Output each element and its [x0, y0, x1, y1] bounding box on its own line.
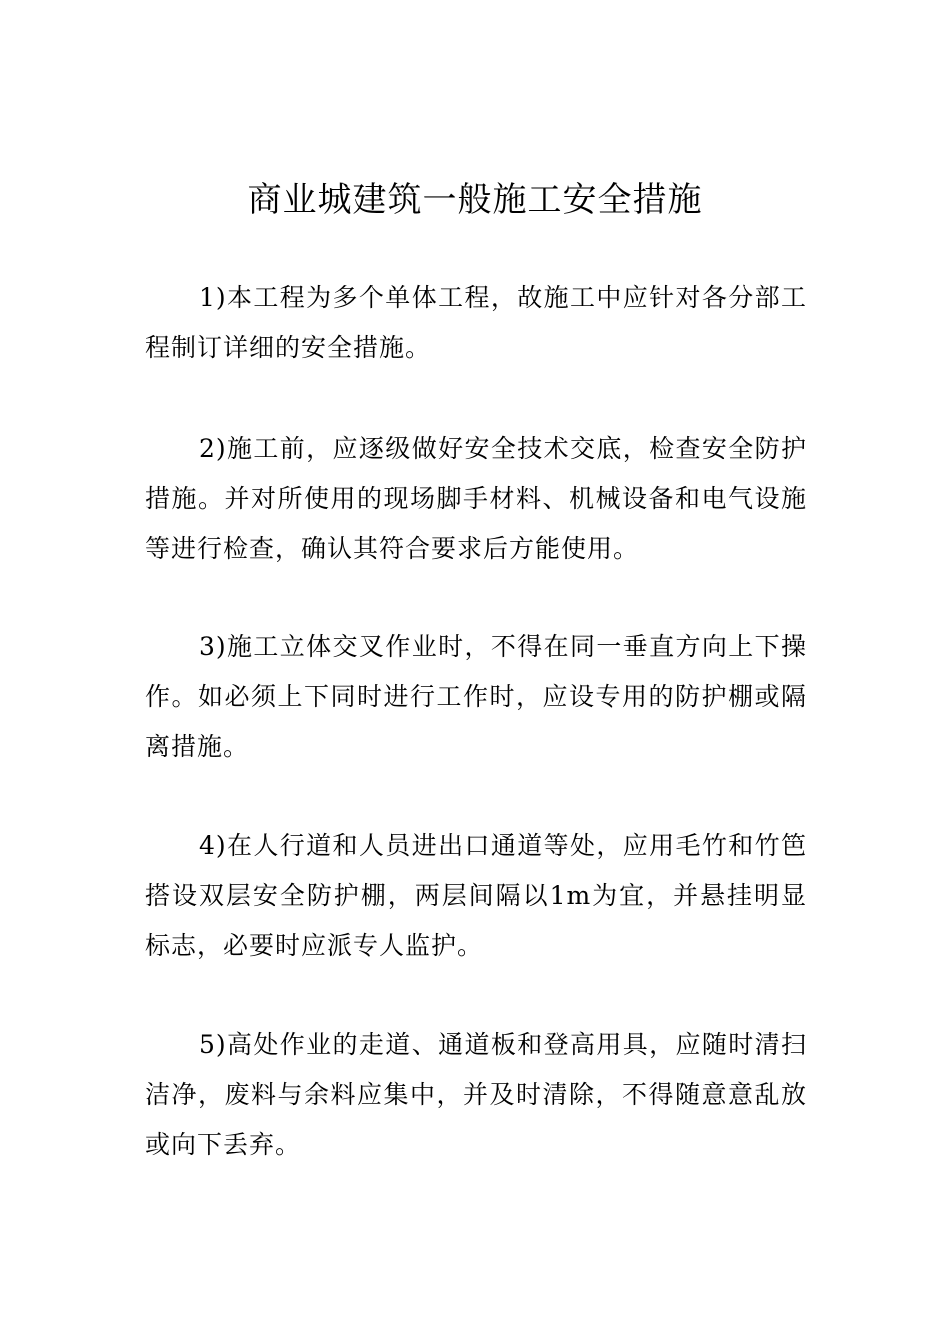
paragraph-1: 1)本工程为多个单体工程，故施工中应针对各分部工程制订详细的安全措施。 [145, 283, 807, 362]
paragraph-2: 2)施工前，应逐级做好安全技术交底，检查安全防护措施。并对所使用的现场脚手材料、机械设备和电气设施等进行检查，确认其符合要求后方能使用。 [145, 434, 807, 563]
paragraph-5: 5)高处作业的走道、通道板和登高用具，应随时清扫洁净，废料与余料应集中，并及时清除，不得随意意乱放或向下丢弃。 [145, 1030, 807, 1159]
document-title: 商业城建筑一般施工安全措施 [247, 180, 703, 220]
paragraph-4: 4)在人行道和人员进出口通道等处，应用毛竹和竹笆搭设双层安全防护棚，两层间隔以1m为宜，并悬挂明显标志，必要时应派专人监护。 [145, 831, 807, 960]
paragraph-3: 3)施工立体交叉作业时，不得在同一垂直方向上下操作。如必须上下同时进行工作时，应设专用的防护棚或隔离措施。 [145, 632, 807, 761]
